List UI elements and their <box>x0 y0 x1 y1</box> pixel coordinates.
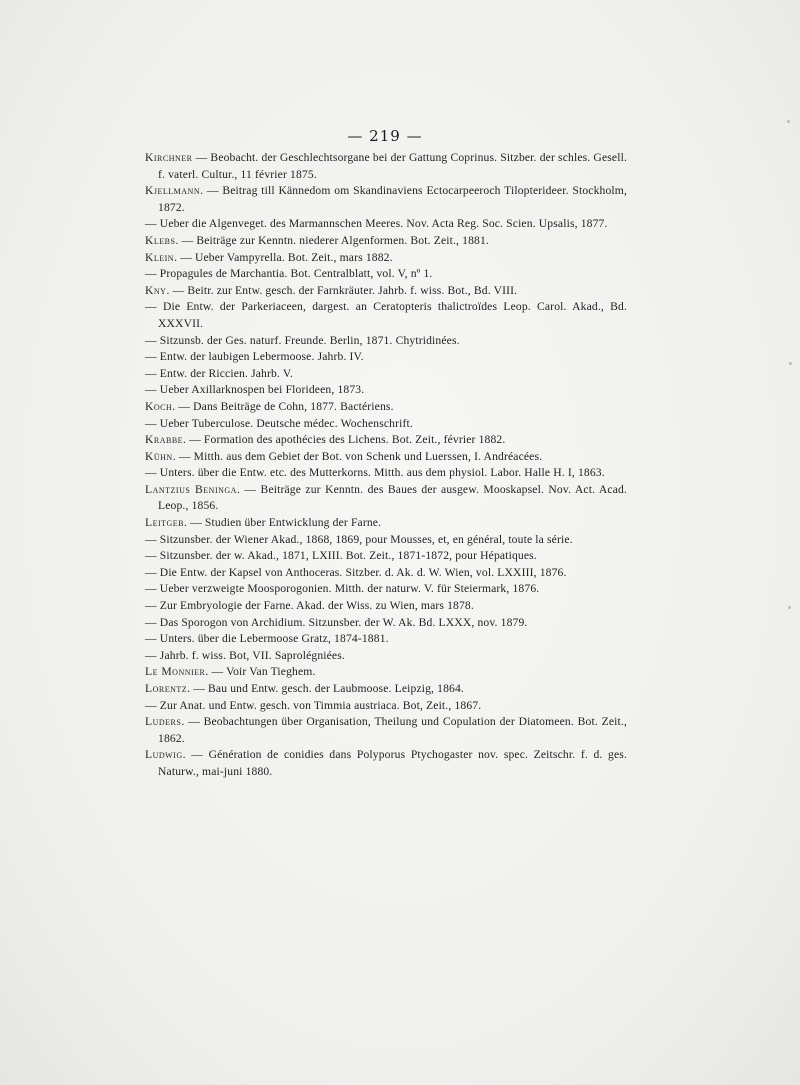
entry-text: — Beobacht. der Geschlechtsorgane bei der Gattung Coprinus. Sitzber. der schles. Gesell. f. vaterl. Cultur., 11 février 1875. <box>158 151 627 181</box>
bibliography-entry <box>145 664 627 681</box>
bibliography-entry <box>145 183 627 216</box>
entry-text: . — Voir Van Tieghem. <box>205 665 316 679</box>
bibliography-entry <box>145 382 627 399</box>
bibliography-entry <box>145 150 627 183</box>
bibliography-entry <box>145 698 627 715</box>
paper-speck <box>787 120 790 123</box>
entry-author: Lorentz <box>145 682 188 695</box>
entry-text: — Jahrb. f. wiss. Bot, VII. Saprolégniées. <box>145 648 345 662</box>
bibliography-entry <box>145 250 627 267</box>
bibliography-entry <box>145 681 627 698</box>
entry-author: Le Monnier <box>145 665 206 679</box>
entry-text: . — Studien über Entwicklung der Farne. <box>184 516 382 530</box>
bibliography-entry <box>145 465 627 482</box>
entry-text: — Ueber verzweigte Moosporogonien. Mitth. der naturw. V. für Steiermark, 1876. <box>145 582 540 596</box>
bibliography-list <box>145 150 627 781</box>
page-number: — 219 — <box>347 127 423 145</box>
entry-author: Lantzius Beninga <box>145 482 237 496</box>
entry-author: Ludwig <box>145 748 183 762</box>
bibliography-entry <box>145 548 627 565</box>
bibliography-entry <box>145 565 627 582</box>
entry-author: Klebs <box>145 233 176 247</box>
bibliography-entry <box>145 366 627 383</box>
bibliography-entry <box>145 631 627 648</box>
entry-text: — Unters. über die Lebermoose Gratz, 1874-1881. <box>145 632 389 646</box>
entry-text: . — Beiträge zur Kenntn. niederer Algenformen. Bot. Zeit., 1881. <box>175 233 489 247</box>
entry-text: — Propagules de Marchantia. Bot. Centralblatt, vol. V, nº 1. <box>145 267 433 281</box>
entry-author: Leitgeb <box>145 516 185 530</box>
bibliography-entry <box>145 598 627 615</box>
entry-text: — Ueber die Algenveget. des Marmannschen Meeres. Nov. Acta Reg. Soc. Scien. Upsalis, 1877. <box>145 217 608 231</box>
entry-text: — Zur Embryologie der Farne. Akad. der Wiss. zu Wien, mars 1878. <box>145 599 474 613</box>
bibliography-entry <box>145 449 627 466</box>
entry-text: — Entw. der Riccien. Jahrb. V. <box>145 366 293 380</box>
entry-text: . — Dans Beiträge de Cohn, 1877. Bactériens. <box>172 399 394 413</box>
bibliography-entry <box>145 349 627 366</box>
bibliography-entry <box>145 216 627 233</box>
entry-text: . — Formation des apothécies des Lichens. Bot. Zeit., février 1882. <box>183 433 506 447</box>
entry-author: Klein <box>145 250 175 264</box>
entry-text: . — Ueber Vampyrella. Bot. Zeit., mars 1882. <box>174 250 393 264</box>
entry-author: Luders <box>145 715 182 729</box>
bibliography-entry <box>145 747 627 780</box>
bibliography-entry <box>145 266 627 283</box>
entry-text: — Das Sporogon von Archidium. Sitzunsber. der W. Ak. Bd. LXXX, nov. 1879. <box>145 615 528 629</box>
entry-text: . — Beitr. zur Entw. gesch. der Farnkräuter. Jahrb. f. wiss. Bot., Bd. VIII. <box>166 283 518 297</box>
bibliography-entry <box>145 482 627 515</box>
bibliography-entry <box>145 515 627 532</box>
entry-text: — Entw. der laubigen Lebermoose. Jahrb. IV. <box>145 350 364 364</box>
entry-text: — Zur Anat. und Entw. gesch. von Timmia austriaca. Bot, Zeit., 1867. <box>145 698 482 712</box>
entry-text: — Die Entw. der Kapsel von Anthoceras. Sitzber. d. Ak. d. W. Wien, vol. LXXIII, 1876. <box>145 565 567 579</box>
entry-author: Kühn <box>145 449 173 463</box>
bibliography-entry <box>145 333 627 350</box>
entry-text: — Ueber Axillarknospen bei Florideen, 1873. <box>145 383 365 397</box>
bibliography-entry <box>145 714 627 747</box>
entry-author: Kjellmann <box>145 184 201 198</box>
entry-text: . — Mitth. aus dem Gebiet der Bot. von Schenk und Luerssen, I. Andréacées. <box>172 449 543 463</box>
bibliography-entry <box>145 648 627 665</box>
entry-author: Kny <box>145 283 167 297</box>
entry-text: . — Beitrag till Kännedom om Skandinaviens Ectocarpeeroch Tilopterideer. Stockholm, 1872. <box>158 184 627 214</box>
bibliography-entry <box>145 615 627 632</box>
entry-author: Koch <box>145 399 173 413</box>
entry-text: — Sitzunsber. der Wiener Akad., 1868, 1869, pour Mousses, et, en général, toute la série. <box>145 532 573 546</box>
entry-text: . — Bau und Entw. gesch. der Laubmoose. Leipzig, 1864. <box>187 682 464 695</box>
bibliography-entry <box>145 283 627 300</box>
bibliography-entry <box>145 581 627 598</box>
entry-author: Krabbe <box>145 433 184 447</box>
entry-author: Kirchner <box>145 151 193 164</box>
bibliography-entry <box>145 532 627 549</box>
bibliography-entry <box>145 432 627 449</box>
bibliography-entry <box>145 416 627 433</box>
entry-text: . — Beobachtungen über Organisation, Theilung und Copulation der Diatomeen. Bot. Zeit., 1862. <box>158 715 627 745</box>
entry-text: . — Beiträge zur Kenntn. des Baues der ausgew. Mooskapsel. Nov. Act. Acad. Leop., 1856. <box>158 482 627 513</box>
bibliography-entry <box>145 233 627 250</box>
entry-text: — Sitzunsber. der w. Akad., 1871, LXIII. Bot. Zeit., 1871-1872, pour Hépatiques. <box>145 549 537 563</box>
entry-text: — Ueber Tuberculose. Deutsche médec. Wochenschrift. <box>145 416 413 430</box>
entry-text: . — Génération de conidies dans Polyporus Ptychogaster nov. spec. Zeitschr. f. d. ges. Naturw., mai-juni 1880. <box>158 748 627 778</box>
bibliography-entry <box>145 399 627 416</box>
bibliography-entry <box>145 299 627 332</box>
entry-text: — Sitzunsb. der Ges. naturf. Freunde. Berlin, 1871. Chytridinées. <box>145 333 460 347</box>
paper-speck <box>788 606 791 609</box>
entry-text: — Die Entw. der Parkeriaceen, dargest. an Ceratopteris thalictroïdes Leop. Carol. Akad., Bd. XXXVII. <box>145 300 627 330</box>
entry-text: — Unters. über die Entw. etc. des Mutterkorns. Mitth. aus dem physiol. Labor. Halle H. I, 1863. <box>145 466 605 480</box>
paper-speck <box>789 362 792 365</box>
